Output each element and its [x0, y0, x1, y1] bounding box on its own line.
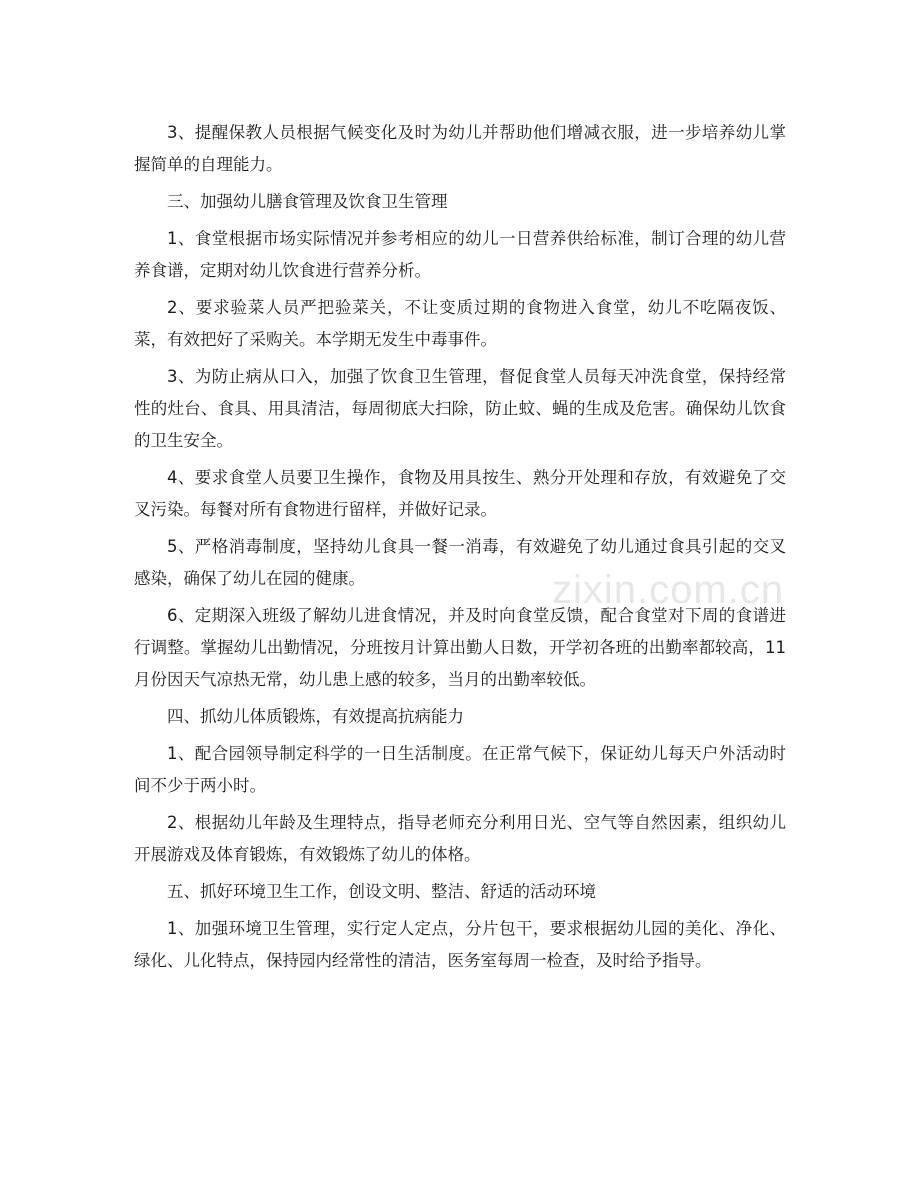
paragraph-item: 5、严格消毒制度，坚持幼儿食具一餐一消毒，有效避免了幼儿通过食具引起的交叉感染，确保了幼儿在园的健康。	[134, 537, 786, 588]
section-heading: 三、加强幼儿膳食管理及饮食卫生管理	[167, 192, 448, 211]
document-body	[134, 117, 786, 982]
paragraph-item: 4、要求食堂人员要卫生操作，食物及用具按生、熟分开处理和存放，有效避免了交叉污染。每餐对所有食物进行留样，并做好记录。	[134, 468, 786, 519]
paragraph-item: 2、根据幼儿年龄及生理特点，指导老师充分利用日光、空气等自然因素，组织幼儿开展游戏及体育锻炼，有效锻炼了幼儿的体格。	[134, 813, 786, 864]
paragraph-item: 3、为防止病从口入，加强了饮食卫生管理，督促食堂人员每天冲洗食堂，保持经常性的灶台、食具、用具清洁，每周彻底大扫除，防止蚊、蝇的生成及危害。确保幼儿饮食的卫生安全。	[134, 367, 786, 450]
section-heading: 五、抓好环境卫生工作，创设文明、整洁、舒适的活动环境	[167, 882, 596, 901]
watermark: zixin.com.cn	[552, 568, 785, 612]
paragraph-item: 3、提醒保教人员根据气候变化及时为幼儿并帮助他们增减衣服，进一步培养幼儿掌握简单的自理能力。	[134, 123, 786, 174]
paragraph-item: 1、配合园领导制定科学的一日生活制度。在正常气候下，保证幼儿每天户外活动时间不少于两小时。	[134, 744, 786, 795]
paragraph-item: 6、定期深入班级了解幼儿进食情况，并及时向食堂反馈，配合食堂对下周的食谱进行调整。掌握幼儿出勤情况，分班按月计算出勤人日数，开学初各班的出勤率都较高，11月份因天气凉热无常，幼儿患上感的较多，当月的出勤率较低。	[134, 606, 786, 689]
paragraph-item: 1、加强环境卫生管理，实行定人定点，分片包干，要求根据幼儿园的美化、净化、绿化、儿化特点，保持园内经常性的清洁，医务室每周一检查，及时给予指导。	[134, 919, 786, 970]
paragraph-item: 1、食堂根据市场实际情况并参考相应的幼儿一日营养供给标准，制订合理的幼儿营养食谱，定期对幼儿饮食进行营养分析。	[134, 229, 786, 280]
section-heading: 四、抓幼儿体质锻炼，有效提高抗病能力	[167, 707, 464, 726]
paragraph-item: 2、要求验菜人员严把验菜关，不让变质过期的食物进入食堂，幼儿不吃隔夜饭、菜，有效把好了采购关。本学期无发生中毒事件。	[134, 298, 786, 349]
